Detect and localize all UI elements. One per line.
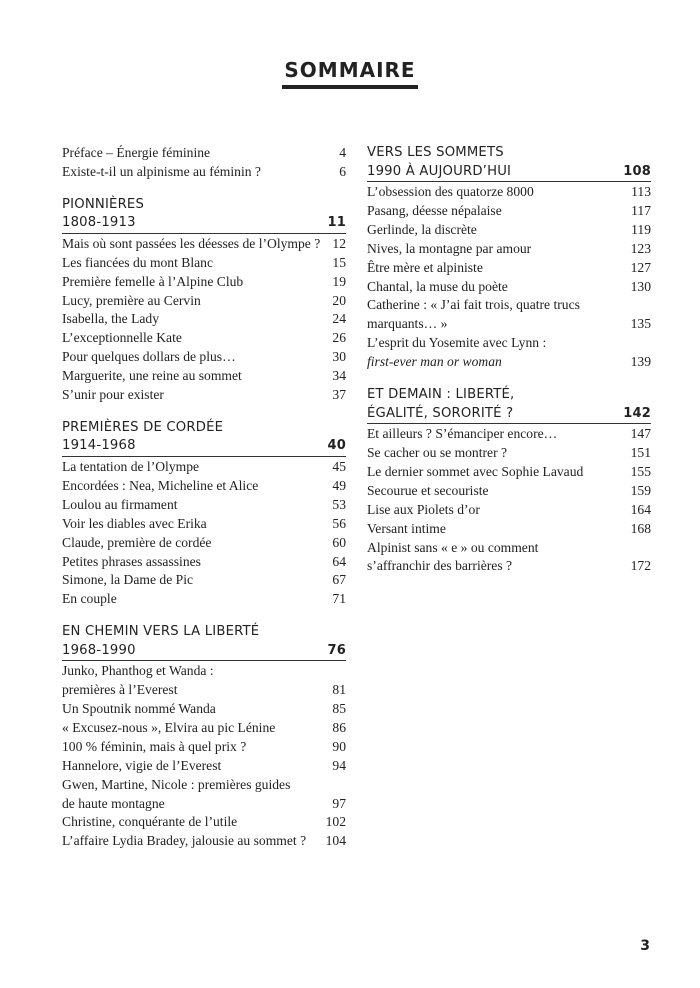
toc-entry-label: Marguerite, une reine au sommet [62, 368, 242, 384]
page-title-wrap [0, 58, 700, 89]
toc-entry-label: Secourue et secouriste [367, 482, 489, 498]
toc-entry-label-cont: first-ever man or woman [367, 354, 502, 370]
toc-entry-label: « Excusez-nous », Elvira au pic Lénine [62, 719, 276, 735]
toc-entry-line [367, 557, 651, 576]
toc-section-sommets [367, 144, 651, 372]
toc-entry-page: 26 [332, 330, 346, 346]
toc-entry[interactable] [62, 590, 346, 609]
section-heading-line1: PIONNIÈRES [62, 196, 145, 212]
toc-entry-page: 56 [332, 515, 346, 531]
toc-entry-label: Lise aux Piolets d’or [367, 501, 480, 517]
section-heading[interactable] [367, 144, 651, 182]
section-heading-line2 [62, 437, 346, 457]
toc-entry[interactable] [62, 458, 346, 477]
toc-entry-line [367, 296, 651, 315]
toc-entry-page: 64 [332, 553, 346, 569]
section-heading-line1: EN CHEMIN VERS LA LIBERTÉ [62, 624, 260, 640]
toc-entry-page: 4 [339, 145, 346, 160]
toc-entry-label: Chantal, la muse du poète [367, 278, 508, 294]
toc-entry[interactable] [62, 719, 346, 738]
toc-entry-label-cont: marquants… » [367, 316, 448, 332]
toc-entry[interactable] [62, 292, 346, 311]
toc-entry-label: Loulou au firmament [62, 496, 178, 512]
toc-entry-label: Existe-t-il un alpinisme au féminin ? [62, 163, 261, 179]
toc-entry[interactable] [62, 310, 346, 329]
toc-entry[interactable] [62, 534, 346, 553]
toc-entry[interactable] [367, 259, 651, 278]
toc-entry-page: 24 [332, 311, 346, 327]
toc-entry[interactable] [62, 813, 346, 832]
toc-entry[interactable] [367, 444, 651, 463]
toc-entry-label: Pour quelques dollars de plus… [62, 349, 236, 365]
toc-entry-page: 86 [332, 719, 346, 735]
section-heading-line2 [367, 163, 651, 183]
toc-entry[interactable] [367, 221, 651, 240]
toc-entry-label: Être mère et alpiniste [367, 259, 483, 275]
toc-entry-page: 90 [332, 738, 346, 754]
section-heading-page: 76 [327, 642, 346, 658]
toc-entry[interactable] [62, 832, 346, 851]
toc-entry[interactable] [62, 273, 346, 292]
toc-entry-page: 97 [332, 795, 346, 811]
toc-entry[interactable] [367, 463, 651, 482]
toc-entry-label: Catherine : « J’ai fait trois, quatre trucs [367, 297, 580, 313]
toc-entry[interactable] [62, 571, 346, 590]
toc-entry-line [367, 334, 651, 353]
toc-entry[interactable] [62, 235, 346, 254]
toc-entry-page: 67 [332, 572, 346, 588]
toc-entry-page: 155 [630, 463, 651, 479]
toc-entry-label: Un Spoutnik nommé Wanda [62, 701, 216, 717]
toc-entry-page: 71 [332, 591, 346, 607]
toc-entry-line [62, 662, 346, 681]
toc-entry-page: 130 [630, 278, 651, 294]
toc-entry[interactable] [367, 501, 651, 520]
toc-entry[interactable] [62, 477, 346, 496]
toc-entry[interactable] [367, 482, 651, 501]
section-heading-line1: VERS LES SOMMETS [367, 145, 504, 160]
toc-entry[interactable] [62, 700, 346, 719]
toc-left-column [62, 144, 346, 851]
toc-section-demain [367, 386, 651, 576]
section-heading-page: 108 [623, 163, 651, 179]
toc-entry-label: Et ailleurs ? S’émanciper encore… [367, 426, 558, 442]
section-heading[interactable] [367, 386, 651, 424]
toc-entry-label: Simone, la Dame de Pic [62, 572, 193, 588]
toc-entry-page: 168 [630, 520, 651, 536]
toc-entry-page: 151 [630, 444, 651, 460]
toc-entry-label: Le dernier sommet avec Sophie Lavaud [367, 463, 584, 479]
section-heading[interactable] [62, 196, 346, 234]
toc-entry-page: 119 [631, 221, 651, 237]
toc-entry[interactable] [367, 278, 651, 297]
toc-entry[interactable] [62, 254, 346, 273]
toc-entry-line [367, 353, 651, 372]
toc-entry-label: L’affaire Lydia Bradey, jalousie au sommet ? [62, 833, 307, 849]
toc-entry[interactable] [62, 329, 346, 348]
toc-entry-line [62, 795, 346, 814]
toc-entry-label: En couple [62, 591, 117, 607]
toc-entry-page: 123 [630, 240, 651, 256]
toc-entry[interactable] [367, 183, 651, 202]
toc-entry-label: Claude, première de cordée [62, 534, 212, 550]
toc-entry[interactable] [367, 425, 651, 444]
toc-entry-label: Versant intime [367, 520, 446, 536]
toc-entry-page: 81 [332, 682, 346, 698]
toc-entry-label: Pasang, déesse népalaise [367, 202, 502, 218]
toc-entry-label: L’esprit du Yosemite avec Lynn : [367, 335, 547, 351]
section-heading-dates: 1808-1913 [62, 215, 136, 231]
toc-entry-page: 159 [630, 482, 651, 498]
toc-entry-page: 45 [332, 458, 346, 474]
toc-entry-page: 12 [332, 235, 346, 251]
toc-entry[interactable] [62, 776, 346, 814]
section-heading-page: 40 [327, 438, 346, 454]
toc-section-premieres [62, 419, 346, 609]
toc-entry-page: 172 [630, 558, 651, 574]
toc-entry-label: Junko, Phanthog et Wanda : [62, 663, 214, 679]
toc-entry-label: Se cacher ou se montrer ? [367, 444, 508, 460]
toc-entry-label: 100 % féminin, mais à quel prix ? [62, 738, 247, 754]
section-heading-line2 [62, 214, 346, 234]
toc-entry-page: 19 [332, 273, 346, 289]
toc-entry-line [62, 776, 346, 795]
toc-entry-label: La tentation de l’Olympe [62, 458, 200, 474]
toc-entry-label: S’unir pour exister [62, 387, 164, 403]
section-heading-page: 142 [623, 405, 651, 421]
toc-entry[interactable] [62, 515, 346, 534]
toc-entry-label: Petites phrases assassines [62, 553, 201, 569]
toc-entry[interactable] [62, 757, 346, 776]
section-heading[interactable] [62, 419, 346, 457]
toc-entry-page: 53 [332, 496, 346, 512]
toc-entry-label: Préface – Énergie féminine [62, 145, 211, 160]
toc-entry-label: Nives, la montagne par amour [367, 240, 532, 256]
toc-entry-label: L’exceptionnelle Kate [62, 330, 182, 346]
toc-entry-label: Première femelle à l’Alpine Club [62, 273, 244, 289]
toc-entry-page: 104 [325, 833, 346, 849]
toc-section-chemin [62, 623, 346, 851]
toc-entry-page: 34 [332, 368, 346, 384]
toc-entry[interactable] [367, 202, 651, 221]
toc-entry-label: Hannelore, vigie de l’Everest [62, 757, 222, 773]
toc-entry[interactable] [62, 662, 346, 700]
toc-entry-page: 60 [332, 534, 346, 550]
toc-entry-page: 49 [332, 477, 346, 493]
section-heading-page: 11 [327, 215, 346, 231]
section-heading-line2 [62, 642, 346, 662]
toc-entry-label-cont: s’affranchir des barrières ? [367, 558, 513, 574]
toc-entry-page: 135 [630, 316, 651, 332]
toc-entry[interactable] [62, 163, 346, 182]
toc-entry-label: L’obsession des quatorze 8000 [367, 184, 534, 199]
toc-entry-line [367, 539, 651, 558]
section-heading[interactable] [62, 623, 346, 661]
toc-entry-page: 113 [631, 184, 651, 199]
toc-entry[interactable] [367, 539, 651, 577]
toc-entry-label: Encordées : Nea, Micheline et Alice [62, 477, 259, 493]
toc-entry-label: Les fiancées du mont Blanc [62, 254, 213, 270]
toc-right-column [367, 144, 651, 576]
section-heading-dates: 1914-1968 [62, 438, 136, 454]
section-heading-dates: 1968-1990 [62, 642, 136, 658]
toc-entry[interactable] [62, 144, 346, 163]
toc-entry-label: Alpinist sans « e » ou comment [367, 539, 539, 555]
toc-entry-page: 85 [332, 701, 346, 717]
toc-entry[interactable] [62, 386, 346, 405]
toc-entry[interactable] [62, 367, 346, 386]
toc-entry-line [62, 681, 346, 700]
toc-entry-page: 30 [332, 349, 346, 365]
toc-entry[interactable] [62, 553, 346, 572]
toc-entry-label: Gerlinde, la discrète [367, 221, 477, 237]
toc-entry-page: 15 [332, 254, 346, 270]
toc-entry[interactable] [367, 296, 651, 334]
toc-entry-page: 102 [325, 814, 346, 830]
section-heading-dates: ÉGALITÉ, SORORITÉ ? [367, 405, 514, 421]
toc-entry-label: Mais où sont passées les déesses de l’Olympe ? [62, 235, 321, 251]
toc-entry-page: 117 [631, 202, 651, 218]
section-heading-line2 [367, 405, 651, 425]
toc-entry-page: 147 [630, 426, 651, 442]
toc-entry-label: Gwen, Martine, Nicole : premières guides [62, 776, 291, 792]
toc-entry[interactable] [367, 334, 651, 372]
toc-entry-page: 94 [332, 757, 346, 773]
toc-entry-page: 37 [332, 387, 346, 403]
section-heading-line1: PREMIÈRES DE CORDÉE [62, 419, 224, 435]
toc-entry-label: Lucy, première au Cervin [62, 292, 201, 308]
toc-entry-line [367, 315, 651, 334]
section-heading-line1: ET DEMAIN : LIBERTÉ, [367, 387, 515, 403]
toc-entry[interactable] [62, 496, 346, 515]
section-heading-dates: 1990 À AUJOURD’HUI [367, 163, 512, 179]
toc-entry-page: 20 [332, 292, 346, 308]
toc-entry[interactable] [367, 520, 651, 539]
toc-entry-page: 164 [630, 501, 651, 517]
toc-entry-label: Christine, conquérante de l’utile [62, 814, 238, 830]
toc-entry[interactable] [367, 240, 651, 259]
toc-entry-label-cont: de haute montagne [62, 795, 165, 811]
toc-entry-page: 139 [630, 354, 651, 370]
page-number: 3 [640, 938, 650, 954]
toc-intro [62, 144, 346, 182]
toc-entry[interactable] [62, 738, 346, 757]
toc-entry-page: 127 [630, 259, 651, 275]
toc-entry-label: Voir les diables avec Erika [62, 515, 207, 531]
toc-entry[interactable] [62, 348, 346, 367]
toc-entry-label-cont: premières à l’Everest [62, 682, 178, 698]
page-title: SOMMAIRE [282, 58, 417, 89]
toc-section-pionnieres [62, 196, 346, 405]
toc-entry-label: Isabella, the Lady [62, 311, 160, 327]
toc-entry-page: 6 [339, 163, 346, 179]
